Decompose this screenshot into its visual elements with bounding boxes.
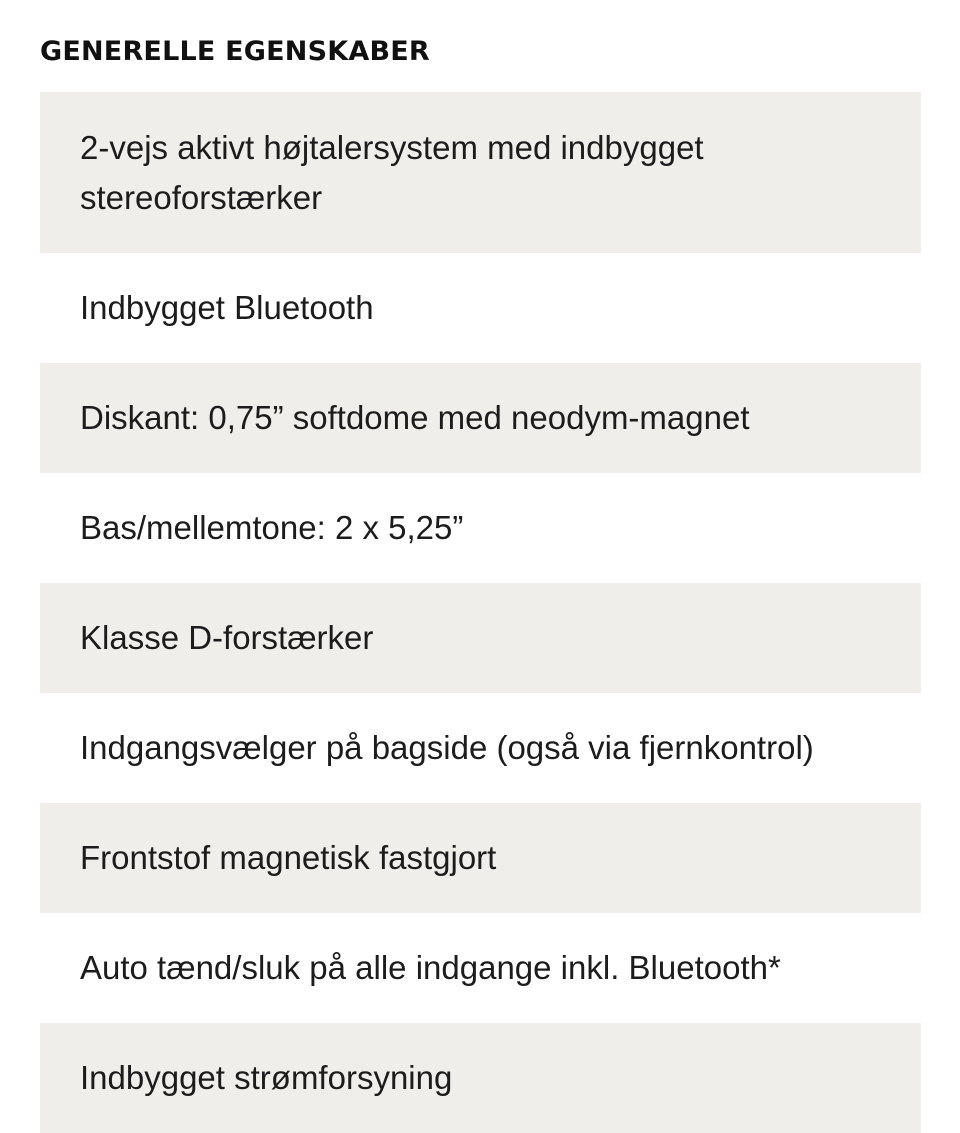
spec-row	[40, 253, 921, 363]
spec-row	[40, 92, 921, 253]
spec-text: Indbygget strømforsyning	[80, 1059, 453, 1096]
spec-row	[40, 363, 921, 473]
spec-row	[40, 913, 921, 1023]
section-title: GENERELLE EGENSKABER	[40, 36, 430, 67]
spec-text: 2-vejs aktivt højtalersystem med indbygget stereoforstærker	[80, 128, 704, 216]
spec-text: Diskant: 0,75” softdome med neodym-magnet	[80, 399, 750, 436]
spec-row	[40, 473, 921, 583]
spec-row	[40, 693, 921, 803]
spec-row	[40, 803, 921, 913]
spec-text: Indbygget Bluetooth	[80, 289, 374, 326]
spec-text: Bas/mellemtone: 2 x 5,25”	[80, 509, 464, 546]
spec-text: Frontstof magnetisk fastgjort	[80, 839, 497, 876]
spec-text: Klasse D-forstærker	[80, 619, 374, 656]
spec-text: Indgangsvælger på bagside (også via fjernkontrol)	[80, 729, 814, 766]
spec-row	[40, 583, 921, 693]
spec-row	[40, 1023, 921, 1133]
spec-list	[40, 92, 921, 1133]
spec-text: Auto tænd/sluk på alle indgange inkl. Bluetooth*	[80, 949, 781, 986]
